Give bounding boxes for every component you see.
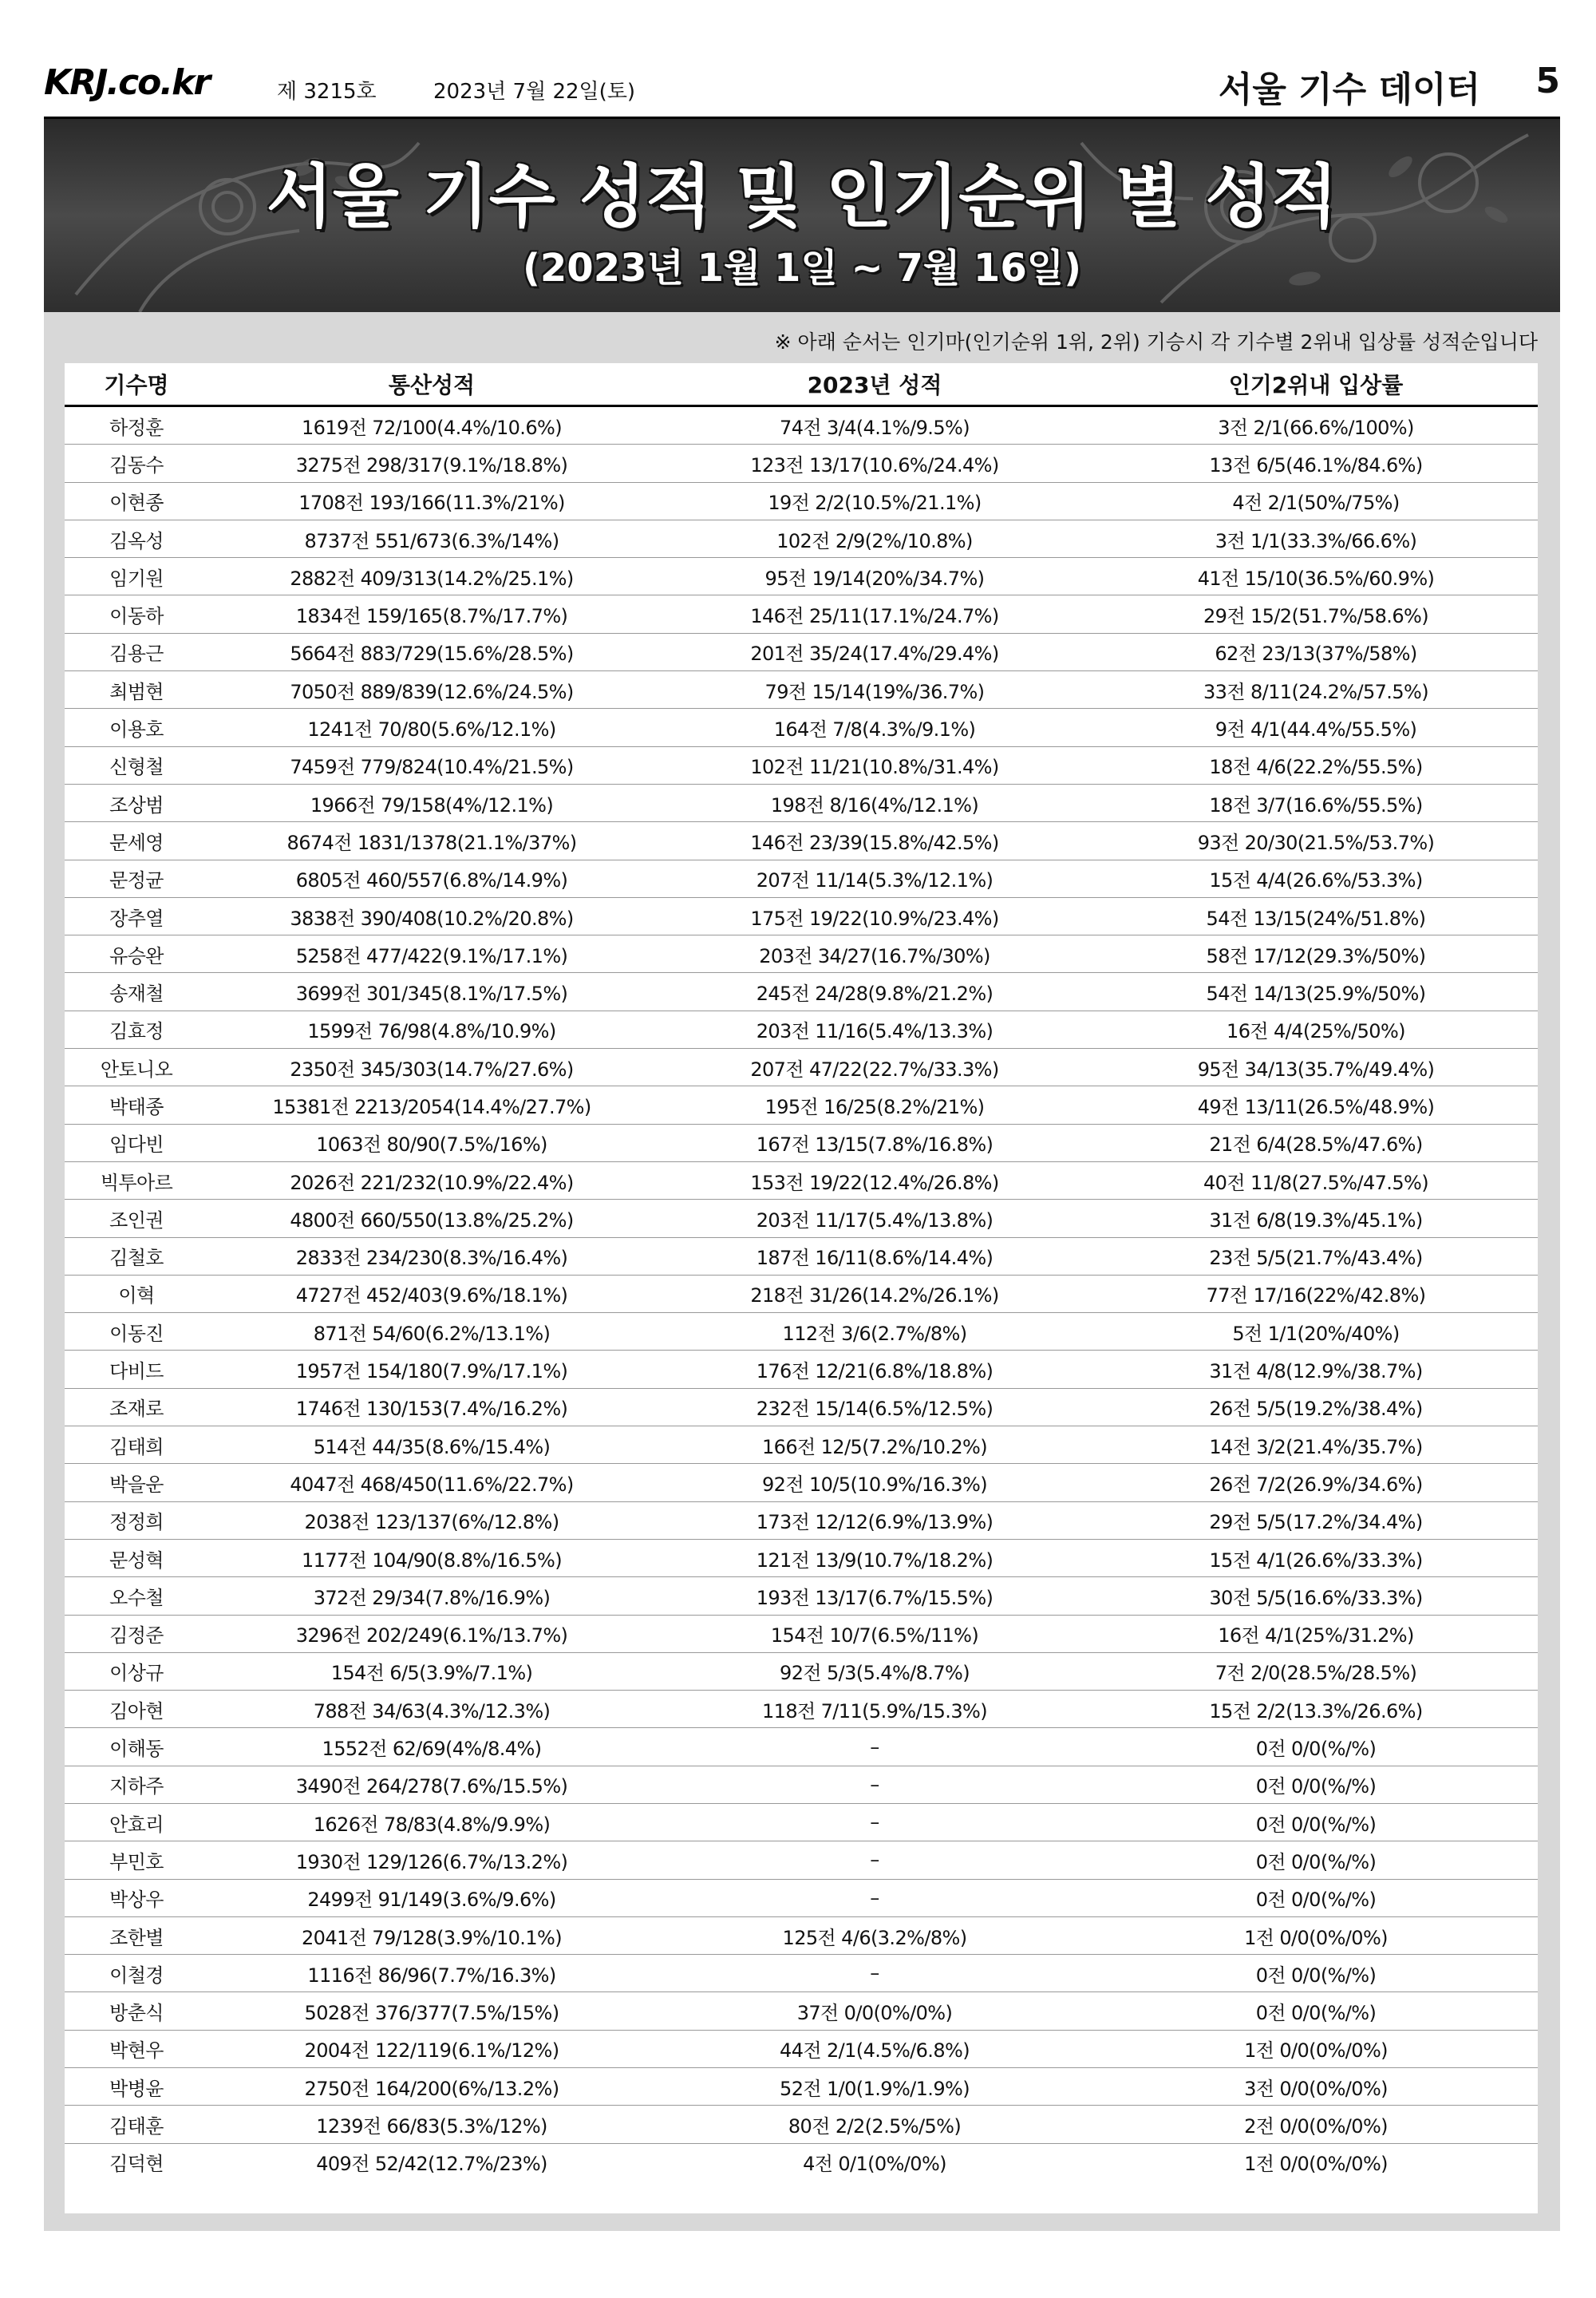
season-record-cell: 74전 3/4(4.1%/9.5%) [655,406,1094,445]
career-record-cell: 1708전 193/166(11.3%/21%) [208,482,655,520]
table-row [65,1086,1538,1124]
season-record-cell: 166전 12/5(7.2%/10.2%) [655,1426,1094,1464]
season-record-cell: 154전 10/7(6.5%/11%) [655,1615,1094,1652]
table-row [65,671,1538,709]
career-record-cell: 3490전 264/278(7.6%/15.5%) [208,1766,655,1803]
season-record-cell: – [655,1728,1094,1766]
table-row [65,1237,1538,1275]
season-record-cell: 203전 11/17(5.4%/13.8%) [655,1200,1094,1237]
table-row [65,2143,1538,2181]
season-record-cell: 118전 7/11(5.9%/15.3%) [655,1691,1094,1728]
jockey-name-cell: 김태훈 [65,2106,208,2143]
career-record-cell: 2499전 91/149(3.6%/9.6%) [208,1879,655,1916]
favorite-rate-cell: 29전 15/2(51.7%/58.6%) [1094,595,1538,633]
season-record-cell: 207전 47/22(22.7%/33.3%) [655,1049,1094,1086]
favorite-rate-cell: 0전 0/0(%/%) [1094,1955,1538,1992]
favorite-rate-cell: 4전 2/1(50%/75%) [1094,482,1538,520]
career-record-cell: 1116전 86/96(7.7%/16.3%) [208,1955,655,1992]
career-record-cell: 5664전 883/729(15.6%/28.5%) [208,633,655,670]
jockey-name-cell: 김아현 [65,1691,208,1728]
table-row [65,709,1538,746]
table-row [65,1313,1538,1351]
career-record-cell: 1239전 66/83(5.3%/12%) [208,2106,655,2143]
table-row [65,1728,1538,1766]
jockey-name-cell: 김옥성 [65,520,208,557]
career-record-cell: 154전 6/5(3.9%/7.1%) [208,1652,655,1690]
season-record-cell: 232전 15/14(6.5%/12.5%) [655,1388,1094,1426]
jockey-name-cell: 문정균 [65,860,208,897]
banner-subtitle: (2023년 1월 1일 ~ 7월 16일) [522,246,1082,291]
favorite-rate-cell: 40전 11/8(27.5%/47.5%) [1094,1161,1538,1199]
table-row [65,973,1538,1011]
career-record-cell: 7050전 889/839(12.6%/24.5%) [208,671,655,709]
favorite-rate-cell: 62전 23/13(37%/58%) [1094,633,1538,670]
season-record-cell: 203전 11/16(5.4%/13.3%) [655,1011,1094,1048]
table-row [65,1464,1538,1501]
season-record-cell: 218전 31/26(14.2%/26.1%) [655,1275,1094,1312]
career-record-cell: 3838전 390/408(10.2%/20.8%) [208,897,655,935]
season-record-cell: 193전 13/17(6.7%/15.5%) [655,1577,1094,1615]
jockey-name-cell: 박상우 [65,1879,208,1916]
career-record-cell: 1930전 129/126(6.7%/13.2%) [208,1841,655,1879]
favorite-rate-cell: 18전 3/7(16.6%/55.5%) [1094,784,1538,821]
favorite-rate-cell: 15전 4/4(26.6%/53.3%) [1094,860,1538,897]
season-record-cell: 92전 10/5(10.9%/16.3%) [655,1464,1094,1501]
favorite-rate-cell: 15전 2/2(13.3%/26.6%) [1094,1691,1538,1728]
jockey-name-cell: 이동진 [65,1313,208,1351]
season-record-cell: 44전 2/1(4.5%/6.8%) [655,2030,1094,2067]
season-record-cell: 4전 0/1(0%/0%) [803,2153,946,2176]
career-record-cell: 7459전 779/824(10.4%/21.5%) [208,746,655,784]
jockey-name-cell: 최범현 [65,671,208,709]
table-row [65,558,1538,595]
table-row [65,1426,1538,1464]
favorite-rate-cell: 0전 0/0(%/%) [1094,1728,1538,1766]
career-record-cell: 2350전 345/303(14.7%/27.6%) [208,1049,655,1086]
jockey-name-cell: 이동하 [65,595,208,633]
jockey-name-cell: 조인권 [65,1200,208,1237]
favorite-rate-cell: 1전 0/0(0%/0%) [1094,1916,1538,1954]
table-row [65,1955,1538,1992]
season-record-cell: 176전 12/21(6.8%/18.8%) [655,1351,1094,1388]
jockey-name-cell: 김동수 [65,445,208,482]
table-row [65,1388,1538,1426]
season-record-cell: 95전 19/14(20%/34.7%) [655,558,1094,595]
season-record-cell: 80전 2/2(2.5%/5%) [655,2106,1094,2143]
jockey-name-cell: 박을운 [65,1464,208,1501]
jockey-name-cell: 이상규 [65,1652,208,1690]
season-record-cell: – [655,1879,1094,1916]
title-banner [44,119,1560,312]
favorite-rate-cell: 0전 0/0(%/%) [1094,1803,1538,1841]
table-row [65,1652,1538,1690]
jockey-name-cell: 김효정 [65,1011,208,1048]
career-record-cell: 4727전 452/403(9.6%/18.1%) [208,1275,655,1312]
career-record-cell: 788전 34/63(4.3%/12.3%) [208,1691,655,1728]
table-row [65,1275,1538,1312]
jockey-name-cell: 김태희 [65,1426,208,1464]
career-record-cell: 3275전 298/317(9.1%/18.8%) [208,445,655,482]
jockey-name-cell: 이혁 [65,1275,208,1312]
career-record-cell: 1966전 79/158(4%/12.1%) [208,784,655,821]
header-jockey: 기수명 [65,363,208,406]
logo[interactable]: KRJ.co.kr [44,62,210,103]
career-record-cell: 409전 52/42(12.7%/23%) [316,2153,547,2176]
favorite-rate-cell: 2전 0/0(0%/0%) [1094,2106,1538,2143]
season-record-cell: 164전 7/8(4.3%/9.1%) [655,709,1094,746]
season-record-cell: 19전 2/2(10.5%/21.1%) [655,482,1094,520]
career-record-cell: 4800전 660/550(13.8%/25.2%) [208,1200,655,1237]
jockey-name-cell: 신형철 [65,746,208,784]
banner-title: 서울 기수 성적 및 인기순위 별 성적 [266,157,1338,237]
jockey-name-cell: 유승완 [65,935,208,973]
career-record-cell: 5258전 477/422(9.1%/17.1%) [208,935,655,973]
table-row [65,1841,1538,1879]
career-record-cell: 2041전 79/128(3.9%/10.1%) [208,1916,655,1954]
season-record-cell: – [655,1803,1094,1841]
season-record-cell: 201전 35/24(17.4%/29.4%) [655,633,1094,670]
table-row [65,1803,1538,1841]
season-record-cell: 175전 19/22(10.9%/23.4%) [655,897,1094,935]
jockey-name-cell: 김덕현 [109,2153,164,2176]
jockey-name-cell: 송재철 [65,973,208,1011]
table-row [65,1992,1538,2030]
favorite-rate-cell: 5전 1/1(20%/40%) [1094,1313,1538,1351]
jockey-name-cell: 김정준 [65,1615,208,1652]
table-row [65,595,1538,633]
season-record-cell: 102전 11/21(10.8%/31.4%) [655,746,1094,784]
season-record-cell: 198전 8/16(4%/12.1%) [655,784,1094,821]
favorite-rate-cell: 54전 13/15(24%/51.8%) [1094,897,1538,935]
favorite-rate-cell: 15전 4/1(26.6%/33.3%) [1094,1539,1538,1576]
jockey-name-cell: 방춘식 [65,1992,208,2030]
jockey-name-cell: 안효리 [65,1803,208,1841]
table-row [65,1351,1538,1388]
season-record-cell: 153전 19/22(12.4%/26.8%) [655,1161,1094,1199]
season-record-cell: 245전 24/28(9.8%/21.2%) [655,973,1094,1011]
favorite-rate-cell: 21전 6/4(28.5%/47.6%) [1094,1124,1538,1161]
favorite-rate-cell: 33전 8/11(24.2%/57.5%) [1094,671,1538,709]
jockey-name-cell: 정정희 [65,1501,208,1539]
jockey-name-cell: 이현종 [65,482,208,520]
table-row [65,2030,1538,2067]
career-record-cell: 1626전 78/83(4.8%/9.9%) [208,1803,655,1841]
career-record-cell: 1957전 154/180(7.9%/17.1%) [208,1351,655,1388]
jockey-table-container [65,363,1538,2213]
header-career: 통산성적 [208,363,655,406]
season-record-cell: 167전 13/15(7.8%/16.8%) [655,1124,1094,1161]
season-record-cell: 112전 3/6(2.7%/8%) [655,1313,1094,1351]
season-record-cell: 121전 13/9(10.7%/18.2%) [655,1539,1094,1576]
jockey-name-cell: 임기원 [65,558,208,595]
favorite-rate-cell: 26전 5/5(19.2%/38.4%) [1094,1388,1538,1426]
season-record-cell: – [655,1841,1094,1879]
favorite-rate-cell: 16전 4/1(25%/31.2%) [1094,1615,1538,1652]
career-record-cell: 2026전 221/232(10.9%/22.4%) [208,1161,655,1199]
jockey-name-cell: 다비드 [65,1351,208,1388]
season-record-cell: 52전 1/0(1.9%/1.9%) [655,2068,1094,2106]
career-record-cell: 1619전 72/100(4.4%/10.6%) [208,406,655,445]
career-record-cell: 1834전 159/165(8.7%/17.7%) [208,595,655,633]
table-row [65,1161,1538,1199]
issue-number: 제 3215호 [277,80,377,104]
season-record-cell: 146전 23/39(15.8%/42.5%) [655,822,1094,860]
favorite-rate-cell: 1전 0/0(0%/0%) [1244,2153,1388,2176]
career-record-cell: 372전 29/34(7.8%/16.9%) [208,1577,655,1615]
favorite-rate-cell: 13전 6/5(46.1%/84.6%) [1094,445,1538,482]
table-row [65,1766,1538,1803]
table-body [65,406,1538,2181]
table-row [65,1011,1538,1048]
table-row [65,1539,1538,1576]
jockey-name-cell: 임다빈 [65,1124,208,1161]
favorite-rate-cell: 18전 4/6(22.2%/55.5%) [1094,746,1538,784]
career-record-cell: 1746전 130/153(7.4%/16.2%) [208,1388,655,1426]
table-row [65,2106,1538,2143]
jockey-name-cell: 김용근 [65,633,208,670]
season-record-cell: 187전 16/11(8.6%/14.4%) [655,1237,1094,1275]
header-favorite-rate: 인기2위내 입상률 [1094,363,1538,406]
jockey-name-cell: 지하주 [65,1766,208,1803]
favorite-rate-cell: 31전 4/8(12.9%/38.7%) [1094,1351,1538,1388]
favorite-rate-cell: 54전 14/13(25.9%/50%) [1094,973,1538,1011]
jockey-name-cell: 부민호 [65,1841,208,1879]
table-row [65,1879,1538,1916]
career-record-cell: 1599전 76/98(4.8%/10.9%) [208,1011,655,1048]
career-record-cell: 4047전 468/450(11.6%/22.7%) [208,1464,655,1501]
jockey-name-cell: 하정훈 [65,406,208,445]
header-2023: 2023년 성적 [655,363,1094,406]
season-record-cell: 207전 11/14(5.3%/12.1%) [655,860,1094,897]
career-record-cell: 15381전 2213/2054(14.4%/27.7%) [208,1086,655,1124]
table-row [65,445,1538,482]
favorite-rate-cell: 9전 4/1(44.4%/55.5%) [1094,709,1538,746]
career-record-cell: 5028전 376/377(7.5%/15%) [208,1992,655,2030]
table-row [65,897,1538,935]
table-row [65,482,1538,520]
favorite-rate-cell: 16전 4/4(25%/50%) [1094,1011,1538,1048]
career-record-cell: 3296전 202/249(6.1%/13.7%) [208,1615,655,1652]
career-record-cell: 8674전 1831/1378(21.1%/37%) [208,822,655,860]
content-panel [44,312,1560,2231]
season-record-cell: 102전 2/9(2%/10.8%) [655,520,1094,557]
season-record-cell: 173전 12/12(6.9%/13.9%) [655,1501,1094,1539]
career-record-cell: 2038전 123/137(6%/12.8%) [208,1501,655,1539]
favorite-rate-cell: 3전 0/0(0%/0%) [1094,2068,1538,2106]
jockey-name-cell: 조재로 [65,1388,208,1426]
table-header-row [65,363,1538,406]
season-record-cell: 79전 15/14(19%/36.7%) [655,671,1094,709]
career-record-cell: 871전 54/60(6.2%/13.1%) [208,1313,655,1351]
season-record-cell: 125전 4/6(3.2%/8%) [655,1916,1094,1954]
season-record-cell: – [655,1955,1094,1992]
table-row [65,1501,1538,1539]
table-row [65,1691,1538,1728]
favorite-rate-cell: 95전 34/13(35.7%/49.4%) [1094,1049,1538,1086]
favorite-rate-cell: 14전 3/2(21.4%/35.7%) [1094,1426,1538,1464]
jockey-name-cell: 조상범 [65,784,208,821]
career-record-cell: 1063전 80/90(7.5%/16%) [208,1124,655,1161]
table-row [65,1049,1538,1086]
season-record-cell: – [655,1766,1094,1803]
favorite-rate-cell: 31전 6/8(19.3%/45.1%) [1094,1200,1538,1237]
jockey-stats-table [65,363,1538,2181]
jockey-name-cell: 김철호 [65,1237,208,1275]
page-number: 5 [1535,61,1560,101]
career-record-cell: 514전 44/35(8.6%/15.4%) [208,1426,655,1464]
table-row [65,822,1538,860]
table-row [65,746,1538,784]
favorite-rate-cell: 93전 20/30(21.5%/53.7%) [1094,822,1538,860]
season-record-cell: 92전 5/3(5.4%/8.7%) [655,1652,1094,1690]
season-record-cell: 37전 0/0(0%/0%) [655,1992,1094,2030]
career-record-cell: 6805전 460/557(6.8%/14.9%) [208,860,655,897]
table-row [65,1916,1538,1954]
sort-note: ※ 아래 순서는 인기마(인기순위 1위, 2위) 기승시 각 기수별 2위내 입상률 성적순입니다 [774,330,1538,354]
favorite-rate-cell: 23전 5/5(21.7%/43.4%) [1094,1237,1538,1275]
career-record-cell: 1177전 104/90(8.8%/16.5%) [208,1539,655,1576]
favorite-rate-cell: 7전 2/0(28.5%/28.5%) [1094,1652,1538,1690]
career-record-cell: 3699전 301/345(8.1%/17.5%) [208,973,655,1011]
table-row [65,860,1538,897]
career-record-cell: 1241전 70/80(5.6%/12.1%) [208,709,655,746]
jockey-name-cell: 이해동 [65,1728,208,1766]
favorite-rate-cell: 0전 0/0(%/%) [1094,1841,1538,1879]
season-record-cell: 195전 16/25(8.2%/21%) [655,1086,1094,1124]
issue-date: 2023년 7월 22일(토) [433,80,636,104]
table-row [65,406,1538,445]
jockey-name-cell: 안토니오 [65,1049,208,1086]
favorite-rate-cell: 49전 13/11(26.5%/48.9%) [1094,1086,1538,1124]
career-record-cell: 2833전 234/230(8.3%/16.4%) [208,1237,655,1275]
career-record-cell: 2882전 409/313(14.2%/25.1%) [208,558,655,595]
favorite-rate-cell: 0전 0/0(%/%) [1094,1879,1538,1916]
table-row [65,1577,1538,1615]
season-record-cell: 123전 13/17(10.6%/24.4%) [655,445,1094,482]
favorite-rate-cell: 0전 0/0(%/%) [1094,1992,1538,2030]
favorite-rate-cell: 3전 1/1(33.3%/66.6%) [1094,520,1538,557]
career-record-cell: 1552전 62/69(4%/8.4%) [208,1728,655,1766]
favorite-rate-cell: 26전 7/2(26.9%/34.6%) [1094,1464,1538,1501]
table-row [65,935,1538,973]
season-record-cell: 203전 34/27(16.7%/30%) [655,935,1094,973]
favorite-rate-cell: 41전 15/10(36.5%/60.9%) [1094,558,1538,595]
season-record-cell: 146전 25/11(17.1%/24.7%) [655,595,1094,633]
favorite-rate-cell: 0전 0/0(%/%) [1094,1766,1538,1803]
jockey-name-cell: 박병윤 [65,2068,208,2106]
favorite-rate-cell: 58전 17/12(29.3%/50%) [1094,935,1538,973]
table-row [65,1615,1538,1652]
career-record-cell: 8737전 551/673(6.3%/14%) [208,520,655,557]
table-row [65,2068,1538,2106]
jockey-name-cell: 문성혁 [65,1539,208,1576]
jockey-name-cell: 장추열 [65,897,208,935]
jockey-name-cell: 이용호 [65,709,208,746]
jockey-name-cell: 박현우 [65,2030,208,2067]
favorite-rate-cell: 77전 17/16(22%/42.8%) [1094,1275,1538,1312]
career-record-cell: 2004전 122/119(6.1%/12%) [208,2030,655,2067]
jockey-name-cell: 오수철 [65,1577,208,1615]
jockey-name-cell: 문세영 [65,822,208,860]
favorite-rate-cell: 29전 5/5(17.2%/34.4%) [1094,1501,1538,1539]
table-row [65,633,1538,670]
table-row [65,1124,1538,1161]
table-row [65,1200,1538,1237]
favorite-rate-cell: 30전 5/5(16.6%/33.3%) [1094,1577,1538,1615]
page-header [44,56,1560,117]
jockey-name-cell: 조한별 [65,1916,208,1954]
jockey-name-cell: 이철경 [65,1955,208,1992]
favorite-rate-cell: 3전 2/1(66.6%/100%) [1094,406,1538,445]
favorite-rate-cell: 1전 0/0(0%/0%) [1094,2030,1538,2067]
table-row [65,520,1538,557]
jockey-name-cell: 박태종 [65,1086,208,1124]
section-title: 서울 기수 데이터 [1218,69,1480,110]
jockey-name-cell: 빅투아르 [65,1161,208,1199]
career-record-cell: 2750전 164/200(6%/13.2%) [208,2068,655,2106]
table-row [65,784,1538,821]
